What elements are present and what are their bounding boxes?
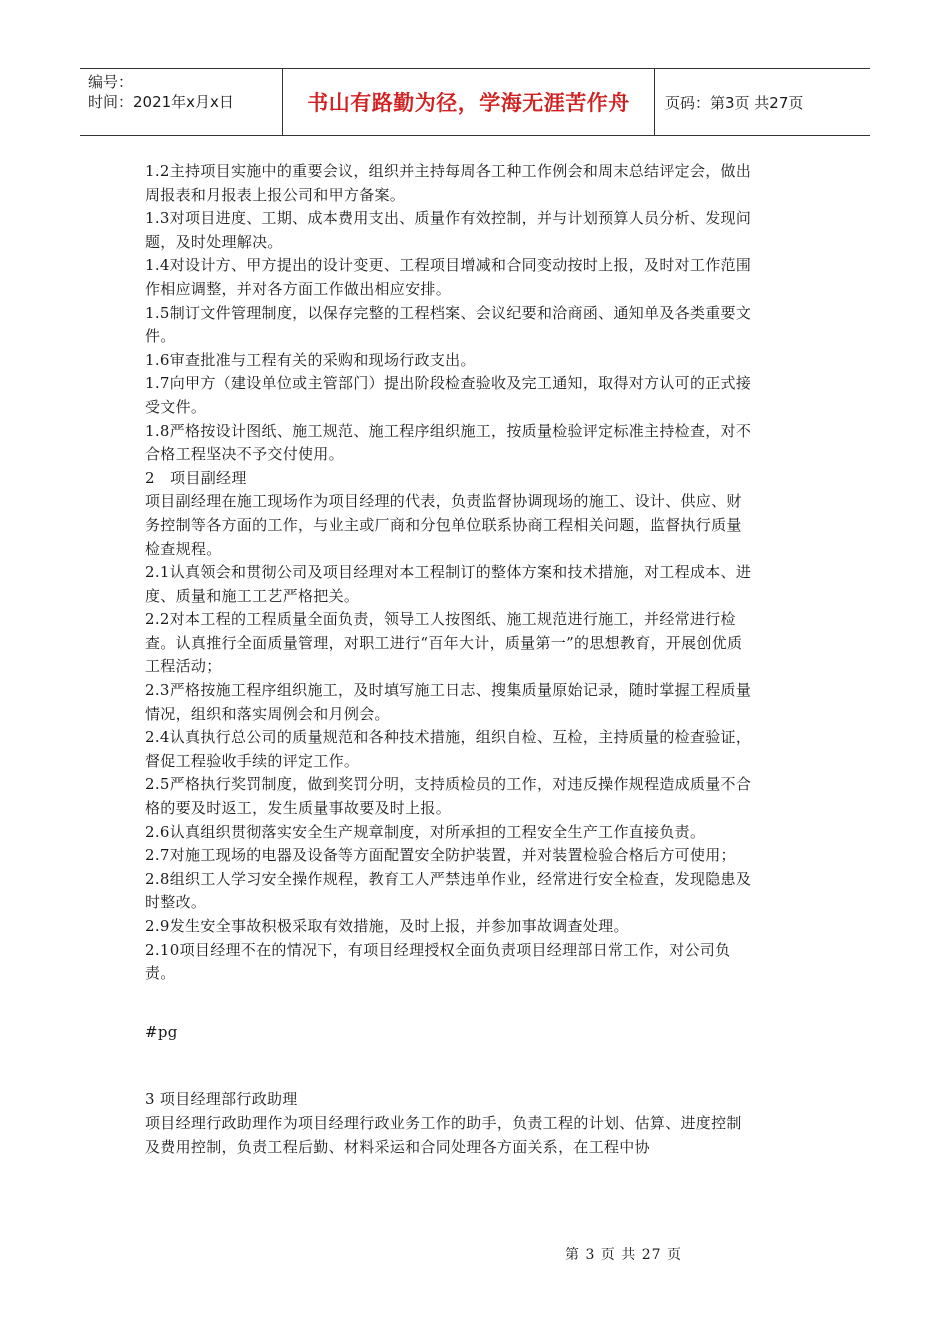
paragraph: 1.2主持项目实施中的重要会议，组织并主持每周各工种工作例会和周末总结评定会，做出周报表和月报表上报公司和甲方备案。 — [145, 162, 752, 204]
section-heading: 2 项目副经理 — [145, 468, 247, 487]
paragraph: 2.3严格按施工程序组织施工，及时填写施工日志、搜集质量原始记录，随时掌握工程质量情况，组织和落实周例会和月例会。 — [145, 681, 752, 723]
paragraph: 2.4认真执行总公司的质量规范和各种技术措施，组织自检、互检，主持质量的检查验证，督促工程验收手续的评定工作。 — [145, 728, 752, 770]
header-page-code: 页码：第3页 共27页 — [665, 93, 804, 112]
paragraph: 2.1认真领会和贯彻公司及项目经理对本工程制订的整体方案和技术措施，对工程成本、进度、质量和施工工艺严格把关。 — [145, 563, 752, 605]
paragraph: 1.7向甲方（建设单位或主管部门）提出阶段检查验收及完工通知，取得对方认可的正式接受文件。 — [145, 374, 752, 416]
page-footer: 第 3 页 共 27 页 — [565, 1247, 682, 1263]
header-motto: 书山有路勤为径，学海无涯苦作舟 — [283, 69, 655, 135]
paragraph: 项目副经理在施工现场作为项目经理的代表，负责监督协调现场的施工、设计、供应、财务控制等各方面的工作，与业主或厂商和分包单位联系协商工程相关问题，监督执行质量检查规程。 — [145, 492, 742, 558]
paragraph: 1.5制订文件管理制度，以保存完整的工程档案、会议纪要和洽商函、通知单及各类重要文件。 — [145, 303, 752, 346]
document-number-label: 编号： — [88, 73, 134, 91]
spacer — [145, 986, 755, 1021]
paragraph: 1.3对项目进度、工期、成本费用支出、质量作有效控制，并与计划预算人员分析、发现问题，及时处理解决。 — [145, 209, 752, 251]
paragraph: 2.8组织工人学习安全操作规程，教育工人严禁违单作业，经常进行安全检查，发现隐患及时整改。 — [145, 869, 752, 912]
paragraph: 2.9发生安全事故积极采取有效措施，及时上报，并参加事故调查处理。 — [145, 917, 629, 935]
paragraph: 1.6审查批准与工程有关的采购和现场行政支出。 — [145, 350, 476, 369]
spacer — [145, 1044, 755, 1088]
document-body — [145, 160, 755, 1159]
paragraph: 1.8严格按设计图纸、施工规范、施工程序组织施工，按质量检验评定标准主持检查，对不合格工程坚决不予交付使用。 — [145, 421, 752, 464]
page-break-marker: #pg — [145, 1022, 178, 1041]
paragraph: 2.7对施工现场的电器及设备等方面配置安全防护装置，并对装置检验合格后方可使用； — [145, 846, 736, 865]
header-info — [80, 69, 283, 135]
page-header — [80, 68, 870, 136]
paragraph: 1.4对设计方、甲方提出的设计变更、工程项目增减和合同变动按时上报，及时对工作范围作相应调整，并对各方面工作做出相应安排。 — [145, 256, 752, 298]
paragraph: 2.6认真组织贯彻落实安全生产规章制度，对所承担的工程安全生产工作直接负责。 — [145, 822, 706, 841]
paragraph: 2.2对本工程的工程质量全面负责，领导工人按图纸、施工规范进行施工，并经常进行检查。认真推行全面质量管理，对职工进行“百年大计，质量第一”的思想教育，开展创优质工程活动； — [145, 610, 743, 676]
section-heading: 3 项目经理部行政助理 — [145, 1090, 298, 1109]
document-date: 时间：2021年x月x日 — [88, 93, 234, 111]
paragraph: 2.5严格执行奖罚制度，做到奖罚分明，支持质检员的工作，对违反操作规程造成质量不合格的要及时返工，发生质量事故要及时上报。 — [145, 775, 752, 818]
paragraph: 项目经理行政助理作为项目经理行政业务工作的助手，负责工程的计划、估算、进度控制及费用控制，负责工程后勤、材料采运和合同处理各方面关系，在工程中协 — [145, 1113, 742, 1156]
paragraph: 2.10项目经理不在的情况下，有项目经理授权全面负责项目经理部日常工作，对公司负责。 — [145, 940, 731, 983]
